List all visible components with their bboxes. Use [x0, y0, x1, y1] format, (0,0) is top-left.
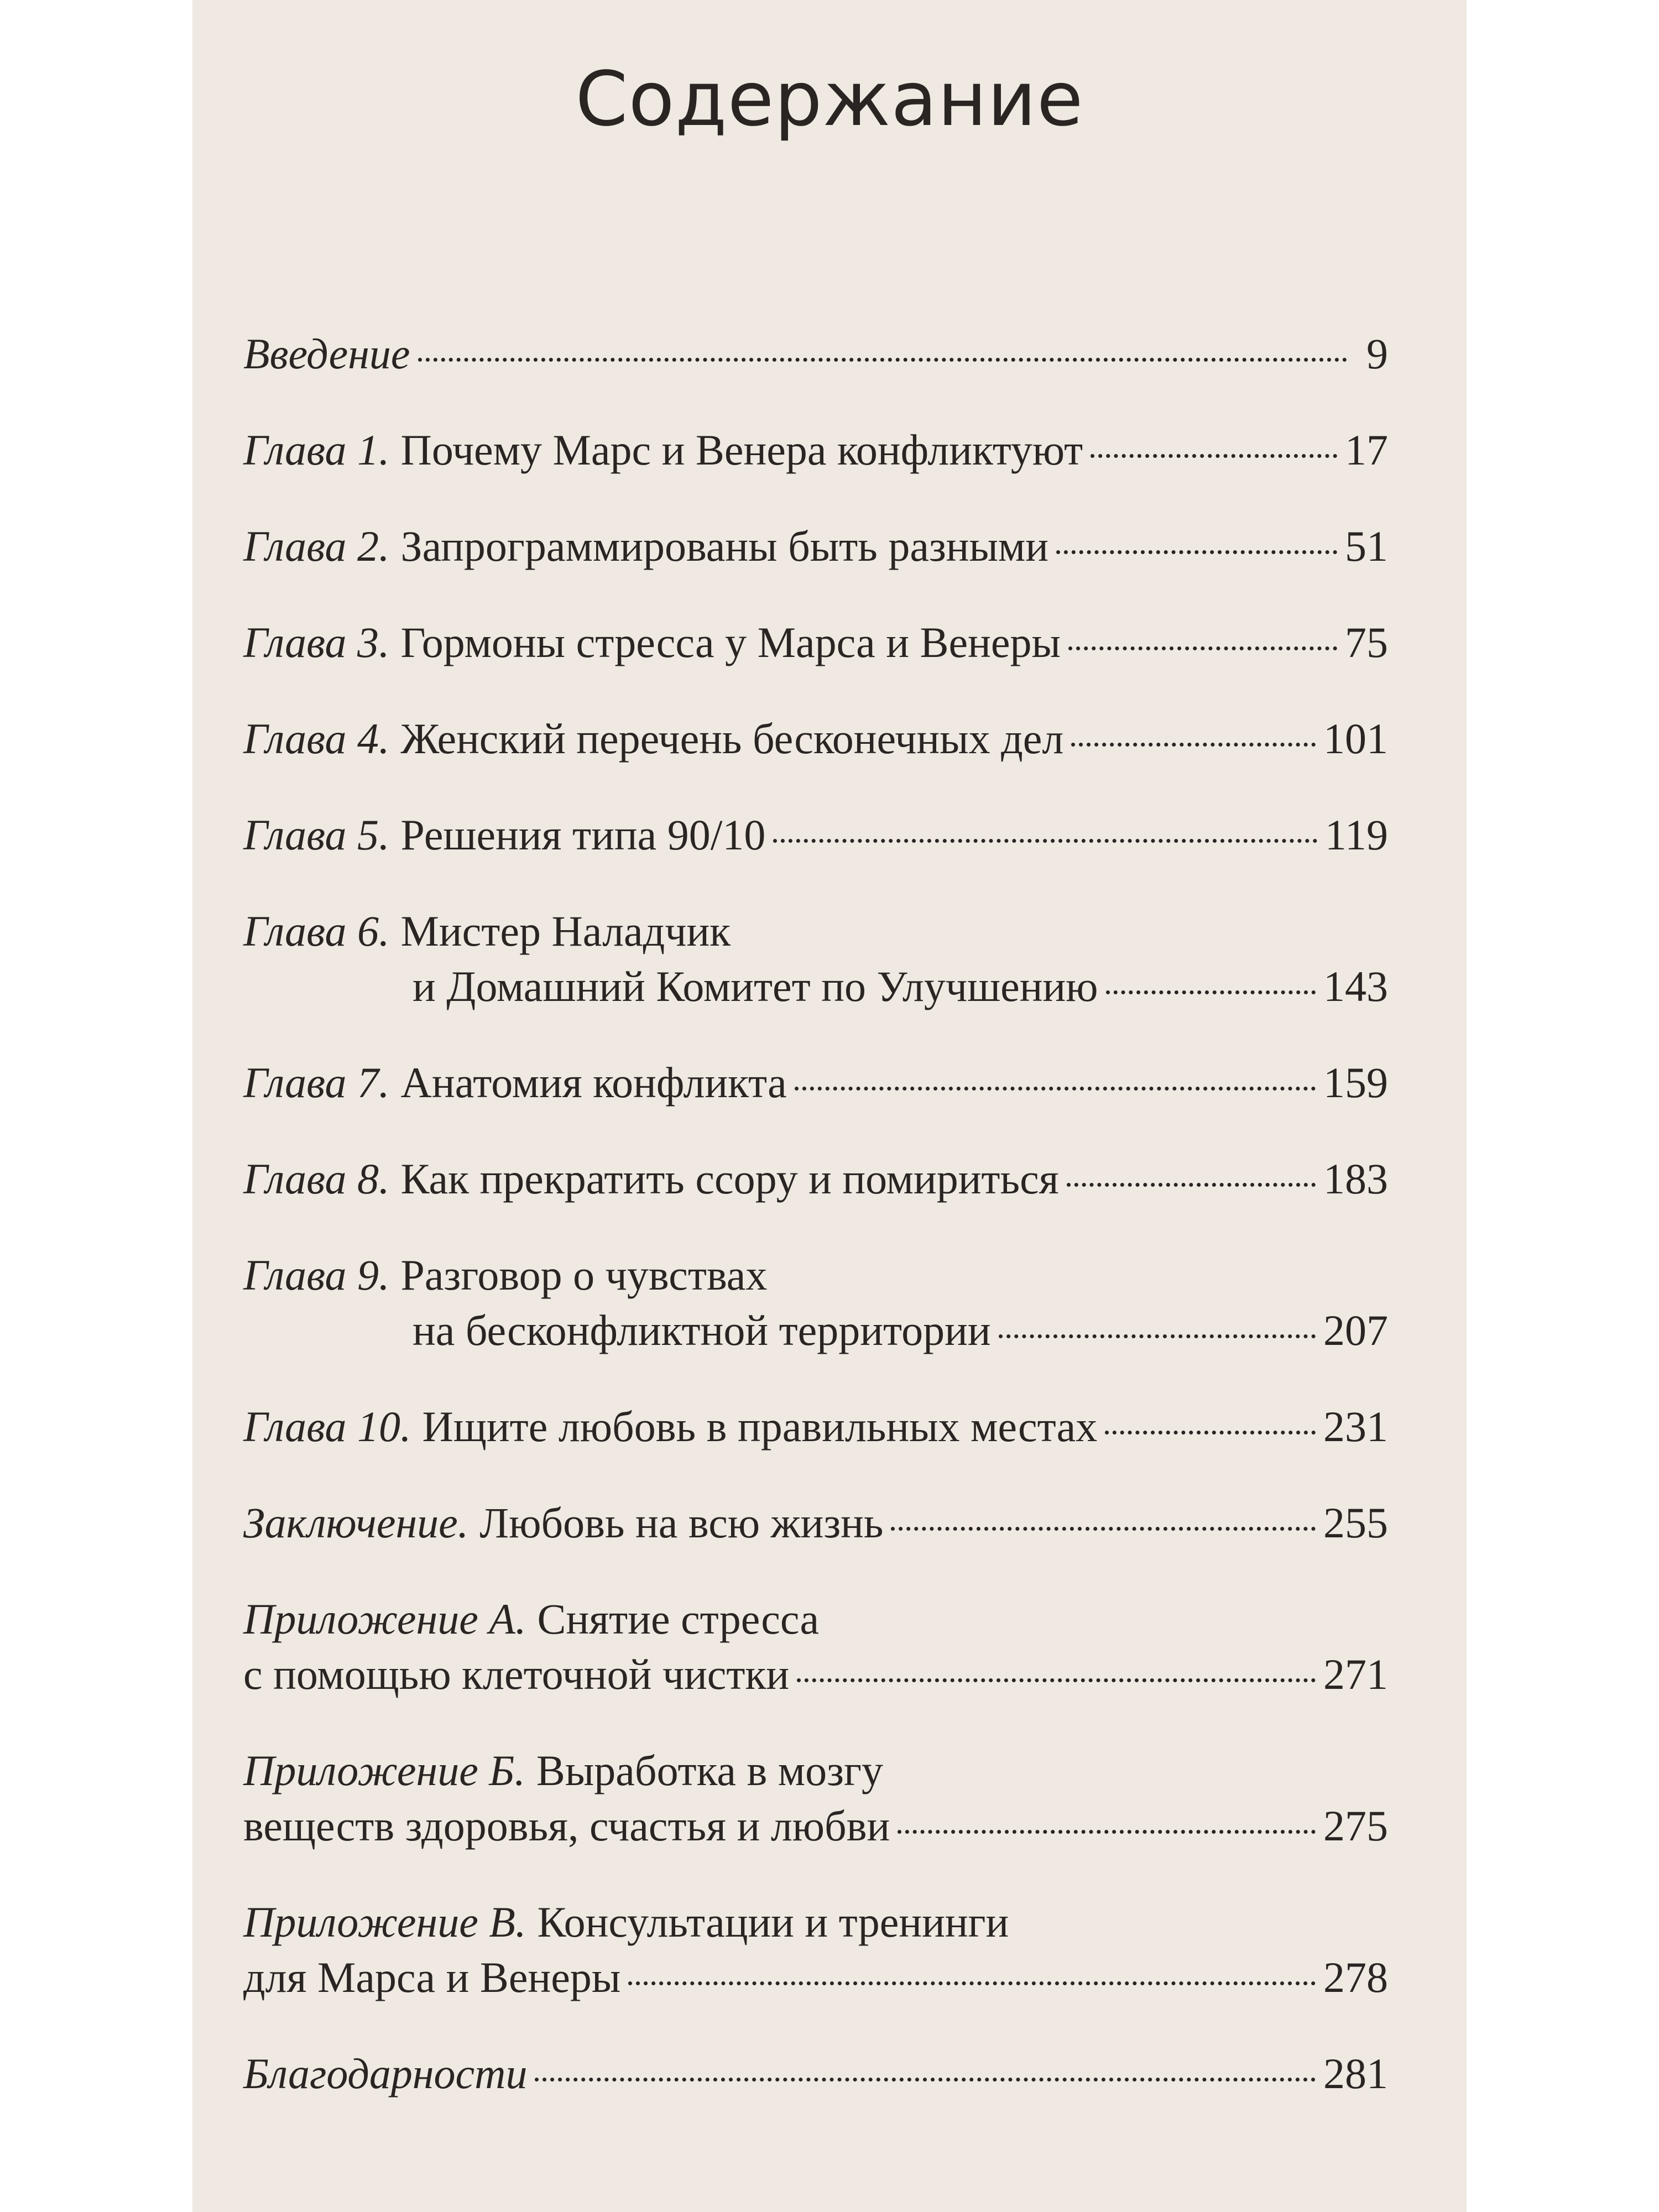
toc-entry-chapter-7	[243, 1055, 1388, 1110]
toc-entry-chapter-5	[243, 807, 1388, 863]
entry-title: Как прекратить ссору и помириться	[400, 1155, 1059, 1203]
dot-leader	[1105, 1431, 1316, 1434]
entry-title: Выработка в мозгу	[536, 1746, 883, 1794]
page-number: 278	[1323, 1953, 1388, 2001]
page-number: 275	[1323, 1802, 1388, 1850]
entry-label: Введение	[243, 330, 410, 378]
entry-label: Глава 10.	[243, 1402, 411, 1451]
toc-entry-chapter-4	[243, 711, 1388, 766]
toc-entry-chapter-10	[243, 1399, 1388, 1454]
toc-entry-chapter-9	[243, 1248, 1388, 1358]
entry-title: Анатомия конфликта	[400, 1058, 787, 1107]
page-number: 281	[1323, 2049, 1388, 2098]
dot-leader	[773, 839, 1317, 843]
dot-leader	[1106, 990, 1316, 994]
toc-entry-chapter-6	[243, 904, 1388, 1014]
toc-entry-acknowledgements	[243, 2046, 1388, 2101]
toc-entry-chapter-3	[243, 615, 1388, 670]
toc-entry-conclusion	[243, 1495, 1388, 1551]
entry-title: Мистер Наладчик	[400, 907, 731, 955]
toc-entry-appendix-a	[243, 1592, 1388, 1702]
entry-label: Глава 8.	[243, 1155, 390, 1203]
entry-title-continued: веществ здоровья, счастья и любви	[243, 1802, 890, 1850]
dot-leader	[999, 1334, 1316, 1338]
entry-label: Глава 5.	[243, 811, 390, 859]
entry-title: Решения типа 90/10	[400, 811, 766, 859]
entry-title-continued: и Домашний Комитет по Улучшению	[413, 962, 1098, 1010]
entry-label: Глава 9.	[243, 1251, 390, 1299]
entry-title: Любовь на всю жизнь	[479, 1499, 884, 1547]
entry-title: Консультации и тренинги	[537, 1898, 1009, 1946]
entry-label: Глава 7.	[243, 1058, 390, 1107]
entry-label: Глава 4.	[243, 714, 390, 763]
entry-title-continued: с помощью клеточной чистки	[243, 1650, 790, 1698]
entry-title: Женский перечень бесконечных дел	[400, 714, 1064, 763]
page-number: 17	[1345, 426, 1388, 474]
toc-entry-chapter-1	[243, 422, 1388, 478]
page-number: 255	[1323, 1499, 1388, 1547]
entry-title: Запрограммированы быть разными	[400, 522, 1049, 570]
entry-label: Приложение Б.	[243, 1746, 525, 1794]
entry-label: Глава 1.	[243, 426, 390, 474]
entry-label: Приложение А.	[243, 1595, 526, 1643]
dot-leader	[795, 1087, 1316, 1091]
page-number: 183	[1323, 1155, 1388, 1203]
entry-title: Ищите любовь в правильных местах	[422, 1402, 1098, 1451]
entry-label: Приложение В.	[243, 1898, 526, 1946]
table-of-contents	[243, 326, 1388, 2142]
toc-entry-chapter-8	[243, 1151, 1388, 1207]
entry-title: Снятие стресса	[537, 1595, 820, 1643]
page-number: 159	[1323, 1058, 1388, 1107]
page-number: 207	[1323, 1306, 1388, 1354]
dot-leader	[1068, 646, 1337, 650]
page-number: 51	[1345, 522, 1388, 570]
page-number: 9	[1366, 330, 1388, 378]
page-number: 119	[1324, 811, 1388, 859]
dot-leader	[628, 1981, 1316, 1985]
dot-leader	[898, 1830, 1316, 1834]
entry-label: Заключение.	[243, 1499, 469, 1547]
page-number: 101	[1323, 714, 1388, 763]
page-number: 143	[1323, 962, 1388, 1010]
entry-title: Гормоны стресса у Марса и Венеры	[400, 618, 1061, 666]
page-number: 75	[1345, 618, 1388, 666]
entry-title-continued: для Марса и Венеры	[243, 1953, 621, 2001]
dot-leader	[418, 358, 1347, 362]
entry-title: Почему Марс и Венера конфликтуют	[400, 426, 1083, 474]
entry-label: Глава 2.	[243, 522, 390, 570]
entry-title: Разговор о чувствах	[400, 1251, 768, 1299]
book-page	[192, 0, 1467, 2212]
dot-leader	[891, 1527, 1316, 1531]
entry-label: Благодарности	[243, 2049, 528, 2098]
dot-leader	[797, 1678, 1316, 1682]
entry-label: Глава 3.	[243, 618, 390, 666]
dot-leader	[1071, 743, 1316, 747]
entry-label: Глава 6.	[243, 907, 390, 955]
page-title: Содержание	[575, 56, 1084, 143]
dot-leader	[535, 2078, 1316, 2081]
dot-leader	[1067, 1183, 1316, 1187]
page-number: 231	[1323, 1402, 1388, 1451]
toc-entry-introduction	[243, 326, 1388, 382]
dot-leader	[1091, 454, 1337, 458]
dot-leader	[1056, 550, 1337, 554]
page-number: 271	[1323, 1650, 1388, 1698]
toc-entry-appendix-v	[243, 1895, 1388, 2005]
toc-entry-chapter-2	[243, 519, 1388, 574]
entry-title-continued: на бесконфликтной территории	[413, 1306, 991, 1354]
toc-entry-appendix-b	[243, 1743, 1388, 1854]
